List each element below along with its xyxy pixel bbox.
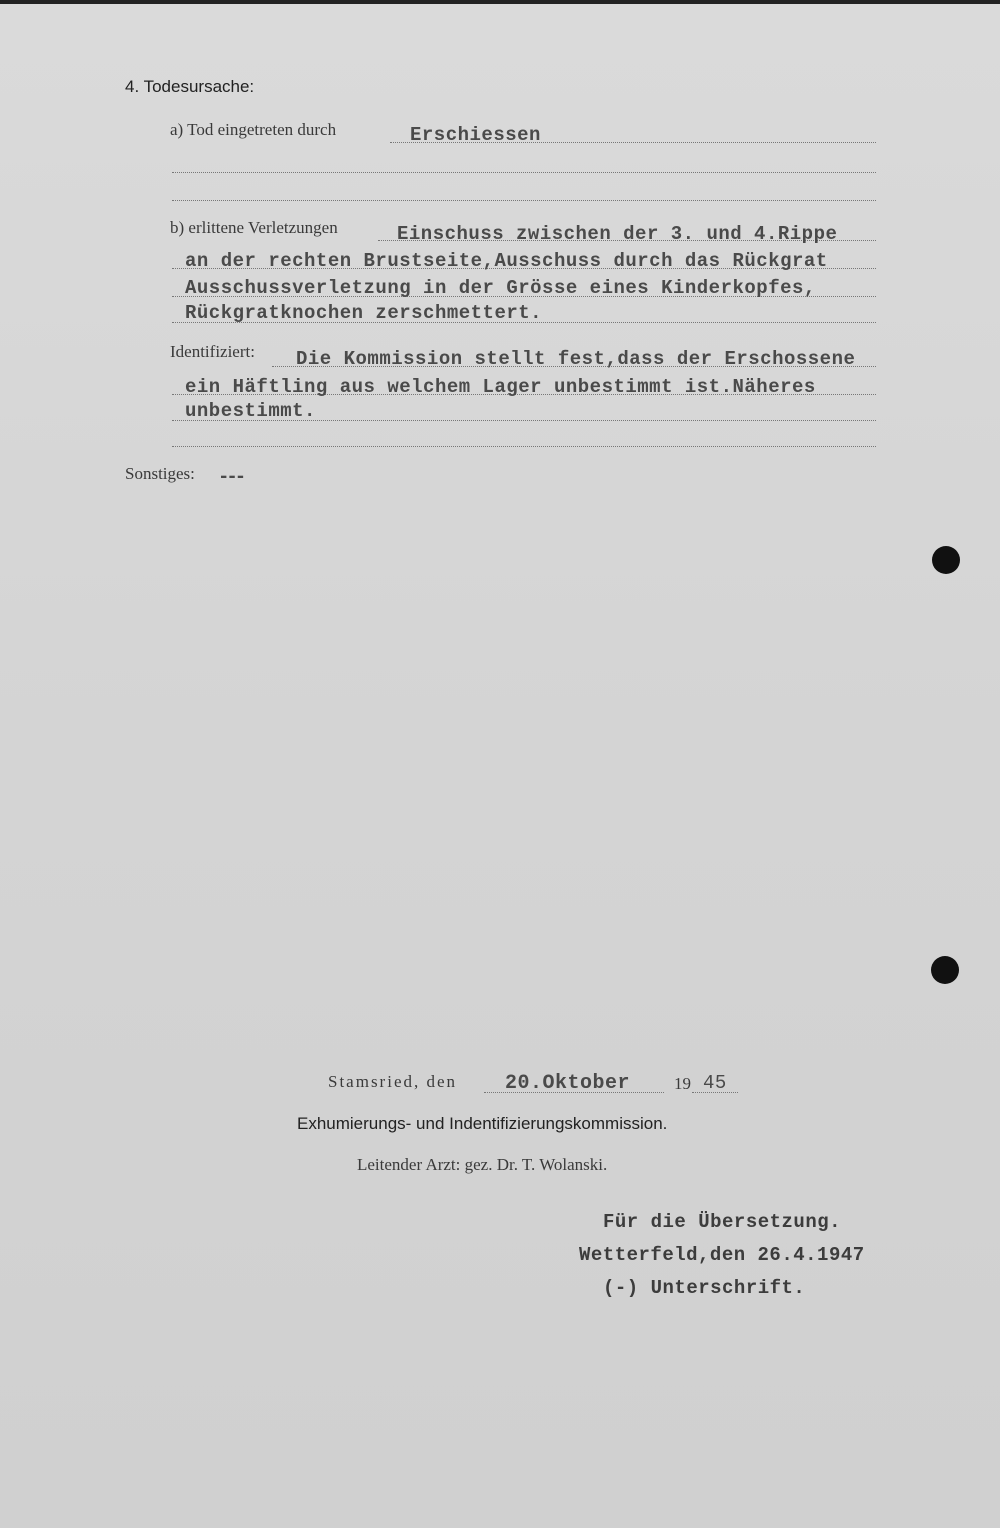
- translation-line-1: Für die Übersetzung.: [603, 1211, 842, 1233]
- punch-hole: [931, 956, 959, 984]
- punch-hole: [932, 546, 960, 574]
- section-heading: 4. Todesursache:: [125, 77, 255, 96]
- year-prefix: 19: [674, 1074, 691, 1093]
- injury-line-3: Ausschussverletzung in der Grösse eines Kinderkopfes,: [185, 277, 816, 299]
- translation-line-2: Wetterfeld,den 26.4.1947: [579, 1244, 865, 1266]
- place-label: Stamsried, den: [328, 1072, 458, 1091]
- dotted-line: [172, 446, 876, 447]
- injury-line-4: Rückgratknochen zerschmettert.: [185, 302, 543, 324]
- identified-line-1: Die Kommission stellt fest,dass der Erschossene: [296, 348, 856, 370]
- commission-name: Exhumierungs- und Indentifizierungskommission.: [297, 1114, 668, 1133]
- identified-line-2: ein Häftling aus welchem Lager unbestimmt ist.Näheres: [185, 376, 816, 398]
- scan-top-edge: [0, 0, 1000, 4]
- dotted-line: [172, 200, 876, 201]
- doctor-signature-line: Leitender Arzt: gez. Dr. T. Wolanski.: [357, 1155, 608, 1174]
- other-label: Sonstiges:: [125, 464, 195, 483]
- translation-line-3: (-) Unterschrift.: [603, 1277, 806, 1299]
- year-suffix: 45: [703, 1072, 727, 1094]
- injury-line-2: an der rechten Brustseite,Ausschuss durch das Rückgrat: [185, 250, 828, 272]
- cause-a-value: Erschiessen: [410, 124, 541, 146]
- cause-b-label: b) erlittene Verletzungen: [170, 218, 338, 237]
- dotted-line: [172, 172, 876, 173]
- identified-label: Identifiziert:: [170, 342, 255, 361]
- injury-line-1: Einschuss zwischen der 3. und 4.Rippe: [397, 223, 838, 245]
- identified-line-3: unbestimmt.: [185, 400, 316, 422]
- cause-a-label: a) Tod eingetreten durch: [170, 120, 337, 139]
- date-value: 20.Oktober: [505, 1072, 631, 1095]
- other-value: ---: [218, 466, 244, 488]
